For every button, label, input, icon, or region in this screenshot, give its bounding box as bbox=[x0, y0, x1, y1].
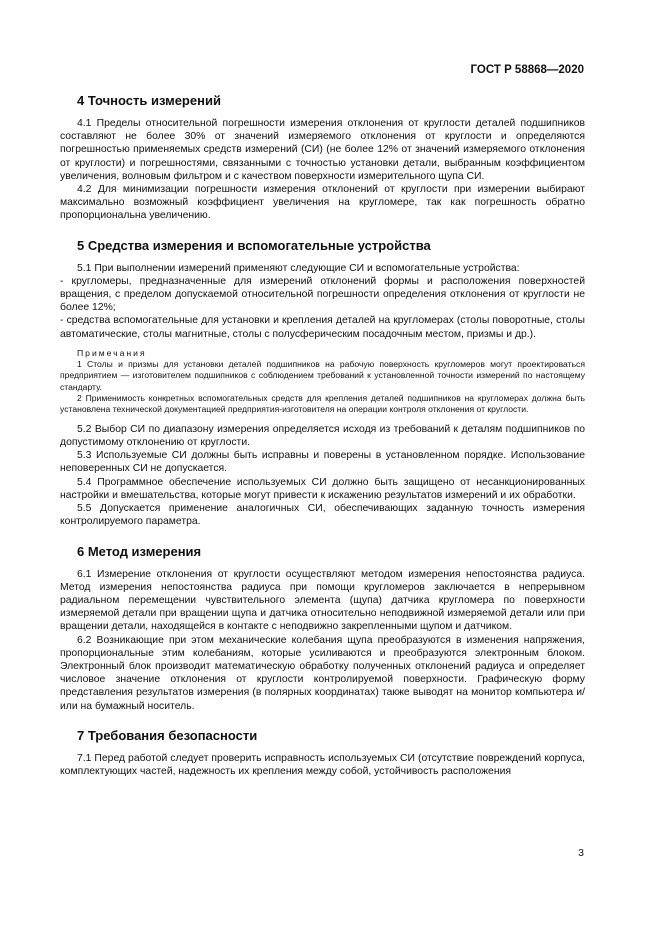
paragraph-4-1: 4.1 Пределы относительной погрешности измерения отклонения от круглости деталей подшипников составляют не более 30% от значений измеряемого отклонения от круглости и определяются погрешностью применяемых средств измерений (СИ) (не более 12% от значений измеряемого отклонения от круглости) и погрешностями, связанными с точностью установки детали, выбранным коэффициентом увеличения, волновым фильтром и с качеством поверхности измерительного щупа СИ. bbox=[60, 118, 585, 182]
paragraph-4-2: 4.2 Для минимизации погрешности измерения отклонений от круглости при измерении выбирают максимально возможный коэффициент увеличения на кругломере, так как погрешность обратно пропорциональна увеличению. bbox=[60, 184, 585, 222]
page-number: 3 bbox=[578, 847, 584, 859]
notes-title: Примечания bbox=[77, 347, 147, 358]
standard-code: ГОСТ Р 58868—2020 bbox=[470, 64, 584, 76]
section-5 bbox=[60, 238, 585, 529]
paragraph-7-1: 7.1 Перед работой следует проверить исправность используемых СИ (отсутствие повреждений корпуса, комплектующих частей, надежность их крепления между собой, устойчивость расположения bbox=[60, 752, 585, 777]
list-item-roundness-meters: - кругломеры, предназначенные для измерений отклонений формы и расположения поверхностей вращения, с пределом допускаемой относительной погрешности определения отклонения от круглости не более 12%; bbox=[60, 275, 585, 314]
section-7 bbox=[60, 728, 585, 778]
section-6 bbox=[60, 544, 585, 713]
list-item-auxiliary-means: - средства вспомогательные для установки и крепления деталей на кругломерах (столы поворотные, столы автоматические, столы магнитные, столы с полусферическим посадочным местом, призмы и др.). bbox=[60, 315, 585, 340]
note-1: 1 Столы и призмы для установки деталей подшипников на рабочую поверхность кругломеров могут проектироваться предприятием — изготовителем подшипников с соблюдением требований к установленной точности измерений по настоящему стандарту. bbox=[60, 358, 585, 392]
section-4-title: 4 Точность измерений bbox=[77, 93, 221, 108]
paragraph-6-1: 6.1 Измерение отклонения от круглости осуществляют методом измерения непостоянства радиуса. Метод измерения непостоянства радиуса при помощи кругломеров заключается в непрерывном радиальном перемещении чувствительного элемента (щупа) датчика кругломера по поверхности измеряемой детали при вращении щупа и датчика относительно неподвижной измеряемой детали или при вращении детали, находящейся в контакте с неподвижно закрепленными щупом и датчиком. bbox=[60, 568, 585, 633]
paragraph-5-3: 5.3 Используемые СИ должны быть исправны и поверены в установленном порядке. Использование неповеренных СИ не допускается. bbox=[60, 450, 585, 475]
section-4 bbox=[60, 93, 585, 223]
section-7-title: 7 Требования безопасности bbox=[77, 727, 258, 743]
paragraph-6-2: 6.2 Возникающие при этом механические колебания щупа преобразуются в изменения напряжения, пропорциональные этим колебаниям, которые усиливаются и преобразуются электронным блоком. Электронный блок производит математическую обработку полученных отклонений радиуса и определяет числовое значение отклонения от круглости контролируемой поверхности. Графическую форму представления результатов измерения (в полярных координатах) также выводят на монитор компьютера и/или на бумажный носитель. bbox=[60, 634, 585, 712]
page-content bbox=[60, 93, 585, 793]
paragraph-5-2: 5.2 Выбор СИ по диапазону измерения определяется исходя из требований к деталям подшипников по допустимому отклонению от круглости. bbox=[60, 423, 585, 449]
paragraph-5-1: 5.1 При выполнении измерений применяют следующие СИ и вспомогательные устройства: bbox=[77, 262, 520, 274]
note-2: 2 Применимость конкретных вспомогательных средств для крепления деталей подшипников на кругломерах должна быть установлена технической документацией предприятия-изготовителя на операции контроля отклонения от круглости. bbox=[60, 393, 585, 415]
paragraph-5-5: 5.5 Допускается применение аналогичных СИ, обеспечивающих заданную точность измерения контролируемого параметра. bbox=[60, 503, 585, 528]
section-5-title: 5 Средства измерения и вспомогательные устройства bbox=[77, 237, 431, 253]
section-6-title: 6 Метод измерения bbox=[77, 543, 202, 559]
paragraph-5-4: 5.4 Программное обеспечение используемых СИ должно быть защищено от несанкционированных настройки и вмешательства, которые могут привести к искажению результатов измерений и их обработки. bbox=[60, 476, 585, 501]
